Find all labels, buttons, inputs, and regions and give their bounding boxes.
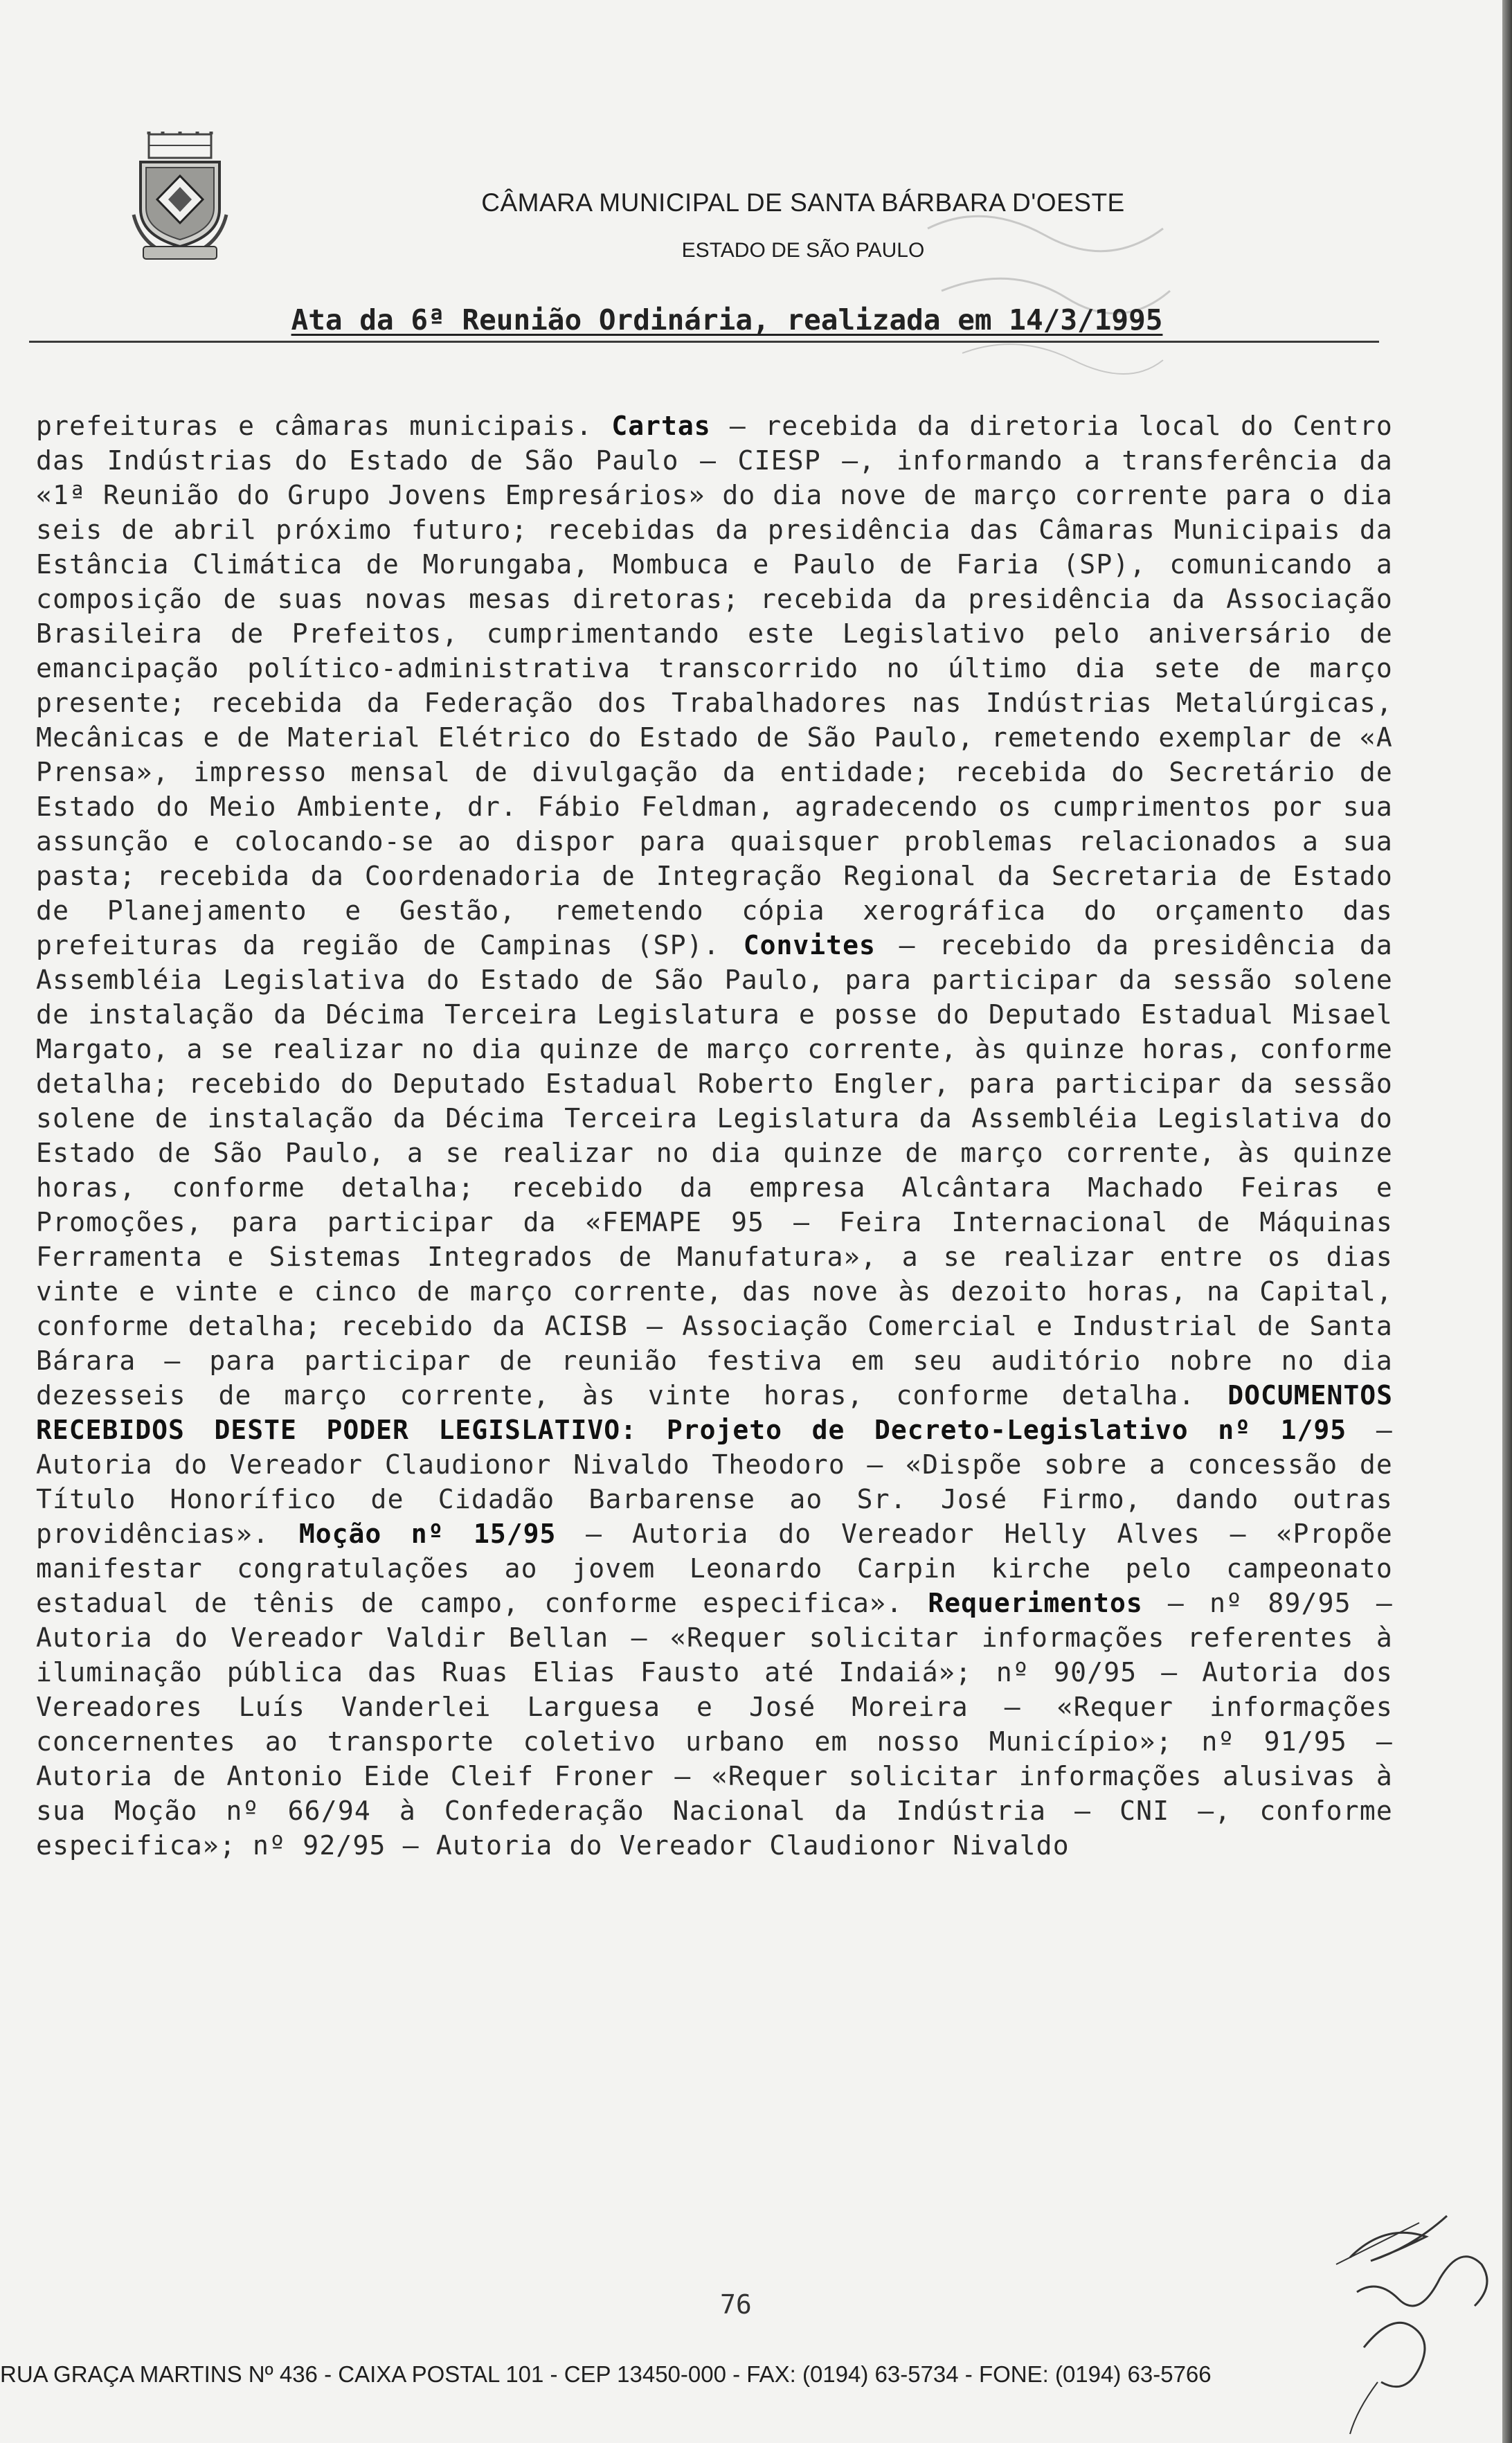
body-run — [637, 1415, 667, 1445]
document-title: Ata da 6ª Reunião Ordinária, realizada em 14/3/1995 — [291, 303, 1163, 337]
body-run: – recebido da presidência da Assembléia Legislativa do Estado de São Paulo, para participar da sessão solene de instalação da Décima Terceira Legislatura e posse do Deputado Estadual Misael Margato, a se realizar no dia quinze de março corrente, às quinze horas, conforme detalha; recebido do Deputado Estadual Roberto Engler, para participar da sessão solene de instalação da Décima Terceira Legislatura da Assembléia Legislativa do Estado de São Paulo, a se realizar no dia quinze de março corrente, às quinze horas, conforme detalha; recebido da empresa Alcântara Machado Feiras e Promoções, para participar da «FEMAPE 95 – Feira Internacional de Máquinas Ferramenta e Sistemas Integrados de Manufatura», a se realizar entre os dias vinte e vinte e cinco de março corrente, das nove às dezoito horas, na Capital, conforme detalha; recebido da ACISB – Associação Comercial e Industrial de Santa Bárara – para participar de reunião festiva em seu auditório nobre no dia dezesseis de março corrente, às vinte horas, conforme detalha. — [36, 930, 1393, 1411]
body-run: prefeituras e câmaras municipais. — [36, 411, 612, 441]
page-edge — [1502, 0, 1512, 2443]
body-run: – recebida da diretoria local do Centro das Indústrias do Estado de São Paulo – CIESP –, informando a transferência da «1ª Reunião do Grupo Jovens Empresários» do dia nove de março corrente para o dia seis de abril próximo futuro; recebidas da presidência das Câmaras Municipais da Estância Climática de Morungaba, Mombuca e Paulo de Faria (SP), comunicando a composição de suas novas mesas diretoras; recebida da presidência da Associação Brasileira de Prefeitos, cumprimentando este Legislativo pelo aniversário de emancipação político-administrativa transcorrido no último dia sete de março presente; recebida da Federação dos Trabalhadores nas Indústrias Metalúrgicas, Mecânicas e de Material Elétrico do Estado de São Paulo, remetendo exemplar de «A Prensa», impresso mensal de divulgação da entidade; recebida do Secretário de Estado do Meio Ambiente, dr. Fábio Feldman, agradecendo os cumprimentos por sua assunção e colocando-se ao dispor para quaisquer problemas relacionados a sua pasta; recebida da Coordenadoria de Integração Regional da Secretaria de Estado de Planejamento e Gestão, remetendo cópia xerográfica do orçamento das prefeituras da região de Campinas (SP). — [36, 411, 1393, 960]
header-rule — [29, 341, 1379, 343]
footer-address: RUA GRAÇA MARTINS Nº 436 - CAIXA POSTAL 101 - CEP 13450-000 - FAX: (0194) 63-5734 - FONE: (0194) 63-5766 — [0, 2361, 1212, 2387]
coat-of-arms-icon — [128, 132, 232, 263]
section-heading: Moção nº 15/95 — [298, 1519, 557, 1549]
handwritten-signature — [1315, 2119, 1502, 2437]
section-heading: Requerimentos — [928, 1588, 1143, 1618]
body-run: – Autoria do Vereador Claudionor Nivaldo Theodoro – «Dispõe sobre a concessão de Título Honorífico de Cidadão Barbarense ao Sr. José Firmo, dando outras providências». — [36, 1415, 1393, 1549]
state-name: ESTADO DE SÃO PAULO — [681, 239, 925, 262]
page-number: 76 — [720, 2289, 752, 2320]
chamber-name: CÂMARA MUNICIPAL DE SANTA BÁRBARA D'OESTE — [481, 188, 1125, 217]
section-heading: Projeto de Decreto-Legislativo nº 1/95 — [666, 1415, 1347, 1445]
section-heading: DOCUMENTOS RECEBIDOS DESTE PODER LEGISLATIVO: — [36, 1380, 1393, 1445]
body-run: – Autoria do Vereador Helly Alves – «Propõe manifestar congratulações ao jovem Leonardo Carpin kirche pelo campeonato estadual de tênis de campo, conforme especifica». — [36, 1519, 1394, 1618]
minutes-body — [36, 409, 1393, 1863]
body-run: – nº 89/95 – Autoria do Vereador Valdir Bellan – «Requer solicitar informações referentes à iluminação pública das Ruas Elias Fausto até Indaiá»; nº 90/95 – Autoria dos Vereadores Luís Vanderlei Larguesa e José Moreira – «Requer informações concernentes ao transporte coletivo urbano em nosso Município»; nº 91/95 – Autoria de Antonio Eide Cleif Froner – «Requer solicitar informações alusivas à sua Moção nº 66/94 à Confederação Nacional da Indústria – CNI –, conforme especifica»; nº 92/95 – Autoria do Vereador Claudionor Nivaldo — [36, 1588, 1394, 1861]
section-heading: Cartas — [611, 411, 711, 441]
section-heading: Convites — [743, 930, 876, 960]
